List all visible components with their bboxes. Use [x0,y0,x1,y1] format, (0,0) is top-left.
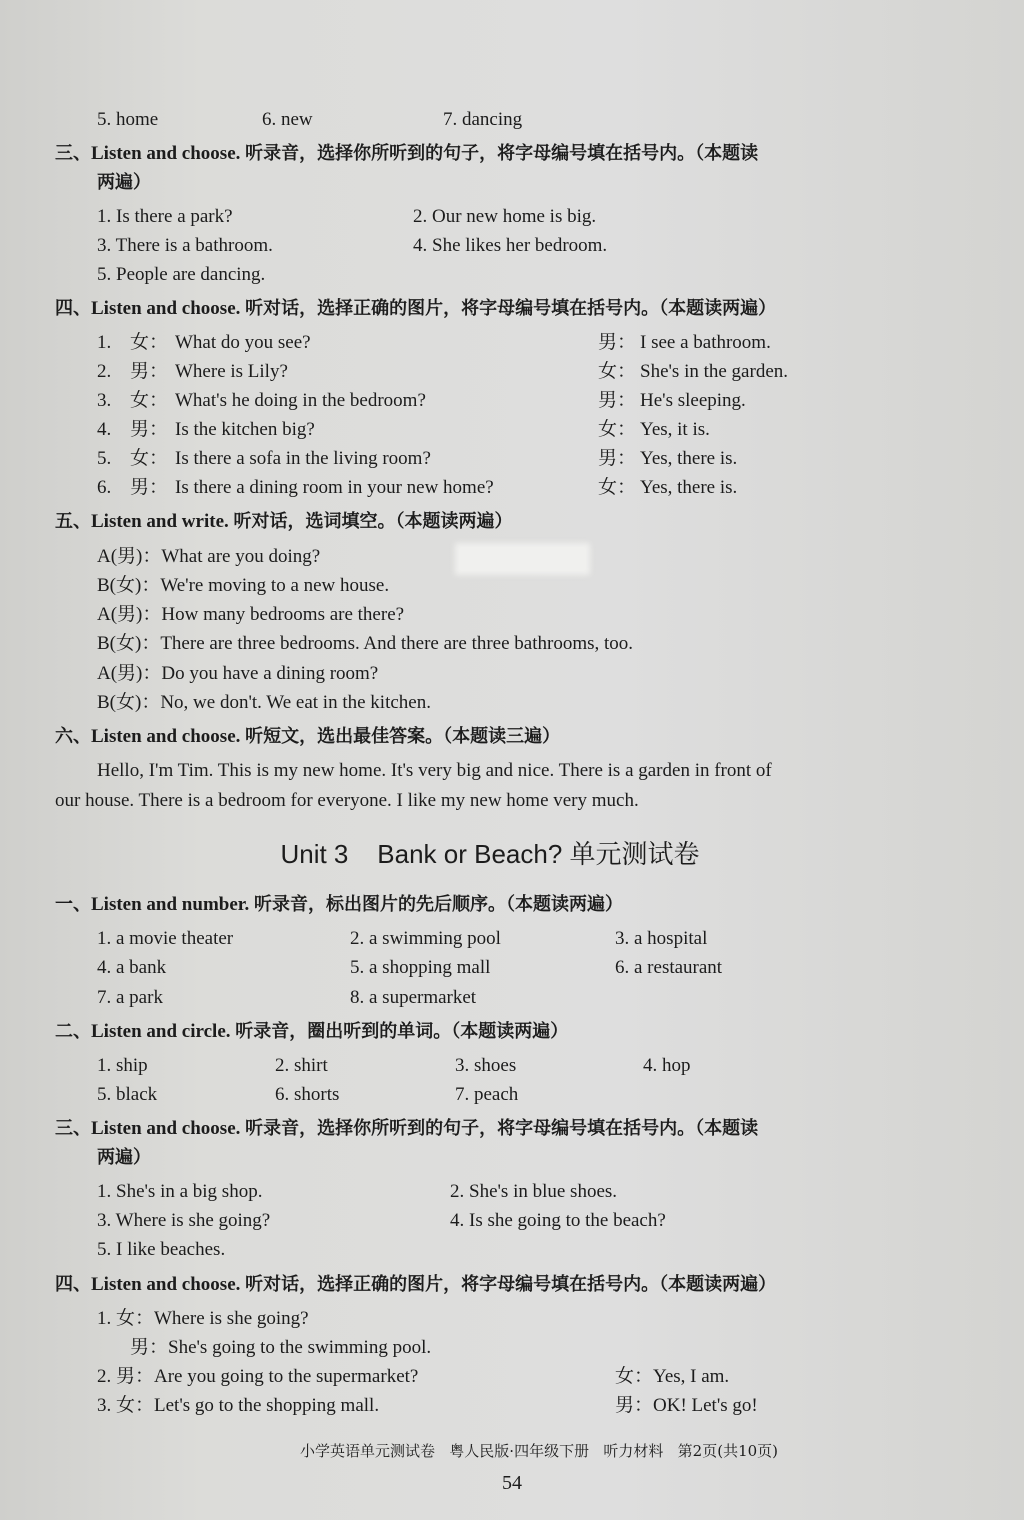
place-item: 7. a park [97,987,163,1008]
dialogue-line: B(女)：No, we don't. We eat in the kitchen. [97,692,431,713]
sentence-item: 3. There is a bathroom. [97,235,273,256]
dialogue-s2: 男： [598,332,637,353]
dialogue-line: B(女)：There are three bedrooms. And there are three bathrooms, too. [97,633,634,654]
passage-line: Hello, I'm Tim. This is my new home. It's very big and nice. There is a garden in front of [97,760,772,781]
dialogue-s2: 男： [598,448,637,469]
unit-title: Unit 3 Bank or Beach? 单元测试卷 [280,839,700,869]
place-item: 6. a restaurant [615,957,723,978]
section-heading [55,142,758,166]
section-en: Listen and circle. [91,1021,231,1042]
place-item: 2. a swimming pool [350,928,501,949]
word-item: 7. dancing [443,109,523,130]
dialogue-line: A(男)：What are you doing? [97,546,321,567]
dialogue-t2: I see a bathroom. [640,332,771,353]
word-item: 6. new [262,109,313,130]
section-zh-cont: 两遍） [97,1147,151,1168]
section-zh-cont: 两遍） [97,172,151,193]
section-heading [55,1020,568,1044]
dialogue-s1: 女： [130,332,169,353]
section-heading [55,725,560,749]
dialogue-line: 3. 女：Let's go to the shopping mall. [97,1395,380,1416]
section-heading [55,297,776,321]
dialogue-t1: Is the kitchen big? [175,419,315,440]
dialogue-s2: 女： [598,477,637,498]
place-item: 4. a bank [97,957,167,978]
dialogue-s1: 女： [130,448,169,469]
word-item: 5. black [97,1084,158,1105]
section-en: Listen and choose. [91,1274,241,1295]
dialogue-n: 1. [97,332,112,353]
dialogue-t2: Yes, it is. [640,419,710,440]
dialogue-line: A(男)：How many bedrooms are there? [97,604,405,625]
dialogue-n: 5. [97,448,112,469]
word-item: 1. ship [97,1055,148,1076]
section-zh: 听录音，选择你所听到的句子，将字母编号填在括号内。（本题读 [245,143,759,164]
place-item: 8. a supermarket [350,987,477,1008]
section-en: Listen and choose. [91,1118,241,1139]
dialogue-line: 1. 女：Where is she going? [97,1308,309,1329]
dialogue-t2: She's in the garden. [640,361,789,382]
dialogue-t2: Yes, there is. [640,448,738,469]
dialogue-s1: 女： [130,390,169,411]
word-item: 6. shorts [275,1084,340,1105]
section-number: 三、 [55,143,91,164]
section-heading [55,1273,776,1297]
passage-line: our house. There is a bedroom for everyone. I like my new home very much. [55,790,639,811]
dialogue-n: 6. [97,477,112,498]
section-en: Listen and choose. [91,726,241,747]
place-item: 3. a hospital [615,928,708,949]
sentence-item: 2. Our new home is big. [413,206,597,227]
word-item: 7. peach [455,1084,519,1105]
dialogue-s1: 男： [130,419,169,440]
word-item: 2. shirt [275,1055,328,1076]
section-en: Listen and write. [91,511,229,532]
dialogue-t2: Yes, there is. [640,477,738,498]
dialogue-s1: 男： [130,477,169,498]
word-item: 4. hop [643,1055,691,1076]
dialogue-line: B(女)：We're moving to a new house. [97,575,390,596]
dialogue-t1: What's he doing in the bedroom? [175,390,426,411]
dialogue-n: 3. [97,390,112,411]
dialogue-line: 男：She's going to the swimming pool. [130,1337,432,1358]
sentence-item: 2. She's in blue shoes. [450,1181,618,1202]
sentence-item: 1. Is there a park? [97,206,233,227]
section-number: 五、 [55,511,91,532]
section-zh: 听短文，选出最佳答案。（本题读三遍） [245,726,561,747]
place-item: 1. a movie theater [97,928,234,949]
section-en: Listen and choose. [91,143,241,164]
dialogue-t1: Where is Lily? [175,361,288,382]
section-number: 二、 [55,1021,91,1042]
dialogue-s2: 男： [598,390,637,411]
sentence-item: 4. Is she going to the beach? [450,1210,666,1231]
section-heading [55,1117,758,1141]
section-zh: 听对话，选择正确的图片，将字母编号填在括号内。（本题读两遍） [245,1274,777,1295]
dialogue-n: 4. [97,419,112,440]
section-number: 六、 [55,726,91,747]
page-footer: 小学英语单元测试卷 粤人民版·四年级下册 听力材料 第2页(共10页) [300,1442,779,1460]
dialogue-line: 女：Yes, I am. [615,1366,730,1387]
section-zh: 听对话，选词填空。（本题读两遍） [233,511,513,532]
section-number: 一、 [55,894,91,915]
section-zh: 听录音，选择你所听到的句子，将字母编号填在括号内。（本题读 [245,1118,759,1139]
word-item: 5. home [97,109,159,130]
section-number: 三、 [55,1118,91,1139]
section-zh: 听录音，圈出听到的单词。（本题读两遍） [235,1021,569,1042]
dialogue-s2: 女： [598,419,637,440]
section-en: Listen and choose. [91,298,241,319]
dialogue-line: 男：OK! Let's go! [615,1395,758,1416]
section-heading [55,893,623,917]
dialogue-t1: What do you see? [175,332,311,353]
sentence-item: 5. I like beaches. [97,1239,226,1260]
sentence-item: 4. She likes her bedroom. [413,235,608,256]
place-item: 5. a shopping mall [350,957,491,978]
dialogue-line: 2. 男：Are you going to the supermarket? [97,1366,419,1387]
dialogue-t1: Is there a sofa in the living room? [175,448,431,469]
dialogue-line: A(男)：Do you have a dining room? [97,663,379,684]
section-zh: 听录音，标出图片的先后顺序。（本题读两遍） [253,894,623,915]
word-item: 3. shoes [455,1055,517,1076]
page-number: 54 [502,1472,522,1494]
scan-smudge [455,543,590,575]
section-number: 四、 [55,1274,91,1295]
dialogue-t2: He's sleeping. [640,390,746,411]
sentence-item: 3. Where is she going? [97,1210,271,1231]
dialogue-t1: Is there a dining room in your new home? [175,477,494,498]
dialogue-s1: 男： [130,361,169,382]
dialogue-n: 2. [97,361,112,382]
section-heading [55,510,513,534]
sentence-item: 1. She's in a big shop. [97,1181,263,1202]
section-en: Listen and number. [91,894,250,915]
dialogue-s2: 女： [598,361,637,382]
section-zh: 听对话，选择正确的图片，将字母编号填在括号内。（本题读两遍） [245,298,777,319]
sentence-item: 5. People are dancing. [97,264,266,285]
section-number: 四、 [55,298,91,319]
